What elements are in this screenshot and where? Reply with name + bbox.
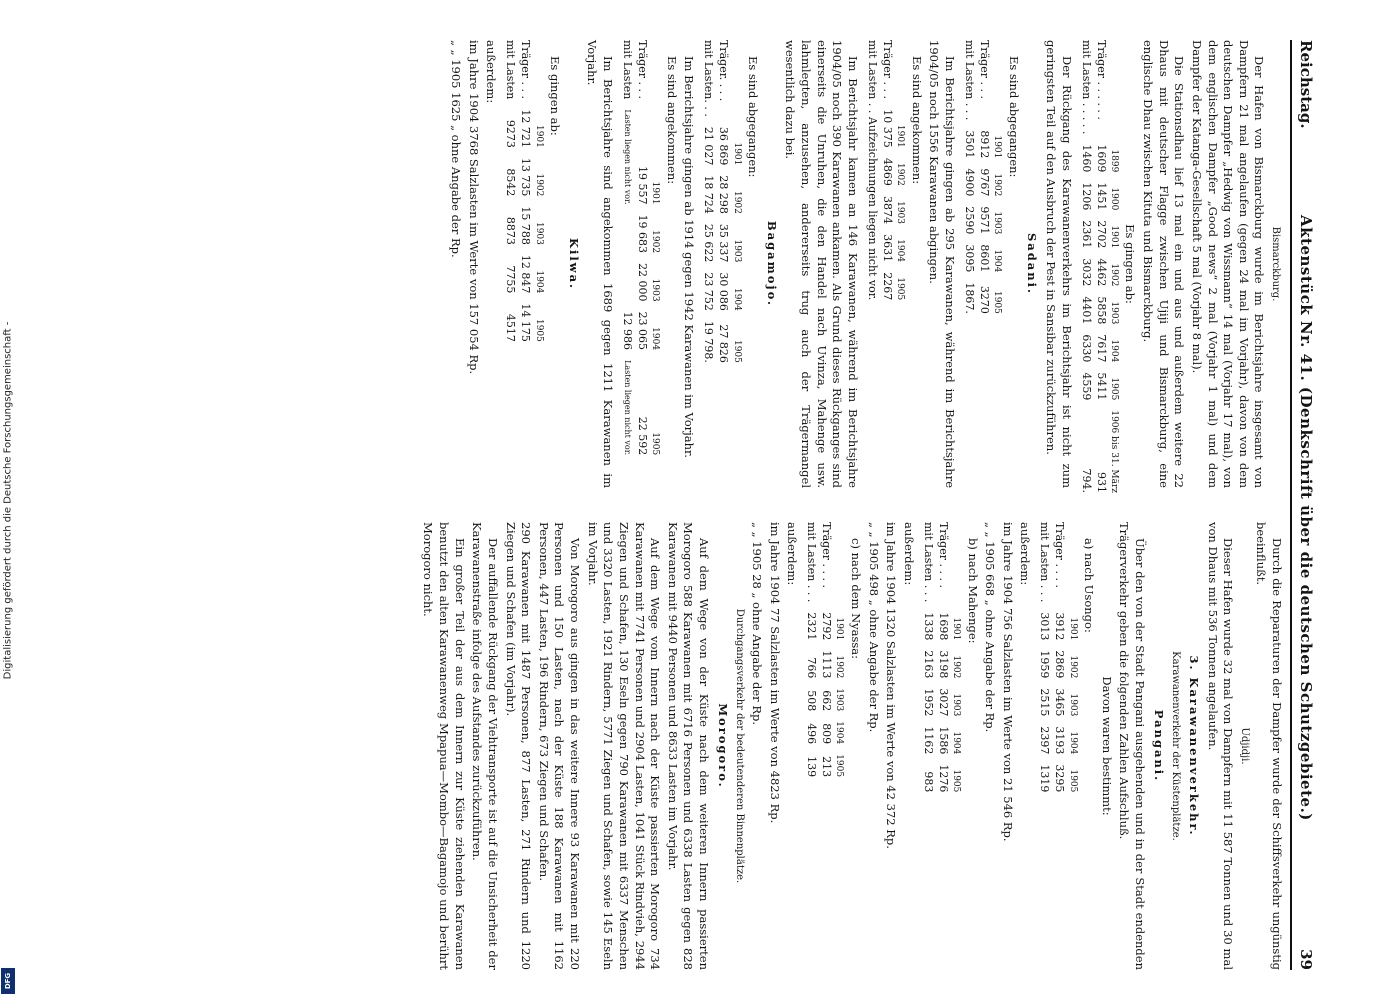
- paragraph: Der Hafen von Bismarckburg wurde im Berichtsjahre insgesamt von Dampfern 21 mal angelaufen (gegen 24 mal im Vorjahr), davon von dem deutschen Dampfer „Hedwig von Wissmann“ 14 mal (Vorjahr 17 mal), von dem englischen Dampfer „Good news“ 2 mal (Vorjahr 1 mal) und dem Dampfer der Katanga-Gesellschaft 5 mal (Vorjahr 8 mal).: [1189, 40, 1267, 488]
- year-header: 1902: [533, 173, 544, 197]
- data-table: [1036, 522, 1078, 797]
- table-caption: Es sind abgegangen:: [1006, 56, 1021, 178]
- table-cell: 794.: [1079, 468, 1093, 494]
- text-line: außerdem:: [785, 522, 800, 586]
- page-number: 39: [1297, 949, 1315, 970]
- table-header-row: [1108, 40, 1120, 498]
- table-cell: 3501: [962, 130, 976, 159]
- morogoro-heading: Morogoro.: [715, 703, 730, 789]
- row-label: mit Lasten. . .: [702, 40, 716, 117]
- table-cell: 4900: [962, 168, 976, 197]
- udjidji-heading: Udjidji.: [1238, 727, 1250, 765]
- year-header: 1905: [1108, 377, 1119, 401]
- section-heading: 3. Karawanenverkehr.: [1186, 655, 1201, 837]
- table-cell: 36 869: [717, 126, 731, 166]
- running-head-title: Aktenstück Nr. 41. (Denkschrift über die deutschen Schutzgebiete.): [1297, 215, 1315, 821]
- table-row: [920, 522, 935, 797]
- year-header: 1899: [1108, 149, 1119, 173]
- table-cell: 18 724: [702, 175, 716, 214]
- table-cell: 3027: [936, 688, 950, 717]
- row-label: Träger . . . .: [936, 522, 950, 588]
- kilwa-heading: Kilwa.: [566, 237, 581, 291]
- table-cell: 23 065: [635, 311, 649, 351]
- row-label: mit Lasten: [621, 40, 635, 100]
- table-cell: 3295: [1053, 764, 1067, 793]
- table-cell: 3912: [1053, 612, 1067, 641]
- table-cell: 5858: [1094, 296, 1108, 325]
- year-header: 1904: [834, 721, 845, 745]
- row-label: Träger . . . .: [1053, 522, 1067, 588]
- table-cell: 5411: [1094, 372, 1108, 401]
- table-cell: 766: [805, 657, 819, 679]
- table-row: [1036, 522, 1051, 797]
- right-column: [418, 522, 1284, 970]
- header-blank-cell: [730, 40, 742, 122]
- table-cell: 35 337: [717, 223, 731, 263]
- table-cell: 3874: [880, 196, 894, 224]
- table-row: [1093, 40, 1108, 498]
- text-line: im Jahre 1904 77 Salzlasten im Werte von 4823 Rp.: [767, 522, 782, 824]
- text-line: außerdem:: [484, 40, 499, 104]
- table-row: [1078, 40, 1093, 498]
- table-header-row: [833, 522, 845, 782]
- data-table: [619, 40, 661, 460]
- table-cell: 3631: [880, 234, 894, 263]
- year-header: 1903: [895, 201, 906, 224]
- year-header: 1905: [731, 339, 742, 363]
- row-label: Träger . . .: [635, 40, 649, 99]
- header-blank-cell: [649, 40, 661, 104]
- year-header: 1901: [834, 617, 845, 641]
- table-header-row: [1066, 522, 1078, 797]
- year-header: 1901: [650, 181, 661, 205]
- table-cell: 21 027: [702, 126, 716, 166]
- table-cell: 1952: [921, 688, 935, 717]
- year-header: 1902: [834, 655, 845, 679]
- text-line: „ „ 1905 28 „ ohne Angabe der Rp.: [749, 522, 764, 725]
- table-row: [517, 40, 532, 347]
- table-cell: 22 592: [635, 416, 649, 456]
- table-cell: 7617: [1094, 334, 1108, 363]
- data-table: [803, 522, 845, 782]
- table-caption: Es sind angekommen:: [664, 56, 679, 185]
- year-header: 1902: [992, 173, 1003, 197]
- text-line: Davon waren bestimmt:: [1099, 676, 1114, 816]
- digitization-note: Digitalisierung gefördert durch die Deutsche Forschungsgemeinschaft -: [2, 321, 14, 679]
- table-cell: 9571: [977, 206, 991, 235]
- table-cell: 22 000: [635, 263, 649, 302]
- table-cell: 3270: [977, 285, 991, 314]
- table-cell: 2792: [820, 612, 834, 641]
- paragraph: Die Stationsdhau lief 13 mal ein und aus und außerdem weitere 22 Dhaus mit deutscher Flagge zwischen Ujiji und Bismarckburg, eine englische Dhau zwischen Kituta und Bismarckburg.: [1141, 40, 1187, 488]
- year-header: 1905: [533, 318, 544, 342]
- table-cell: 3465: [1053, 688, 1067, 717]
- table-cell: 508: [805, 690, 819, 712]
- row-label: Träger . . . .: [820, 522, 834, 588]
- bagamojo-heading: Bagamojo.: [764, 220, 779, 308]
- text-line: im Jahre 1904 3768 Salzlasten im Werte von 157 054 Rp.: [466, 40, 481, 375]
- paragraph: 290 Karawanen mit 1487 Personen, 877 Lasten, 271 Rindern und 1220 Ziegen und Schafen (im Vorjahr).: [503, 522, 534, 970]
- table-cell: 1113: [820, 650, 834, 679]
- year-header: 1903: [950, 693, 961, 717]
- row-label: Träger . . . . . .: [1094, 40, 1108, 120]
- table-caption: a) nach Usongo:: [1082, 538, 1097, 633]
- row-label: mit Lasten . . Aufzeichnungen liegen nicht vor.: [865, 40, 879, 301]
- table-cell: 1609: [1094, 144, 1108, 173]
- paragraph: Im Berichtsjahre gingen ab 1914 gegen 1942 Karawanen im Vorjahr.: [682, 56, 697, 458]
- running-head: [1290, 40, 1320, 970]
- left-column: [446, 40, 1284, 494]
- table-cell: Lasten liegen nicht vor.: [622, 109, 632, 205]
- table-cell: 12 721: [519, 109, 533, 148]
- table-cell: 1698: [936, 612, 950, 641]
- table-row: [879, 40, 894, 305]
- year-header: 1904: [1108, 339, 1119, 363]
- table-cell: [619, 210, 634, 259]
- table-cell: 3198: [936, 650, 950, 679]
- table-caption: Es gingen ab:: [1123, 224, 1138, 304]
- table-cell: 809: [820, 723, 834, 745]
- table-cell: 25 622: [702, 223, 716, 263]
- year-header: 1902: [1067, 655, 1078, 679]
- table-cell: 213: [820, 756, 834, 778]
- table-row: [935, 522, 950, 797]
- table-header-row: [950, 522, 962, 797]
- paragraph: Ein großer Teil der aus dem Innern zur Küste ziehenden Karawanen benutzt den alten Karawanenweg Mpapua—Mombo—Bagamojo und berührt Morogoro nicht.: [421, 522, 467, 970]
- table-cell: 139: [805, 756, 819, 778]
- table-caption: Es sind abgegangen:: [746, 56, 761, 178]
- year-header: 1906 bis 31. März: [1108, 410, 1119, 494]
- text-line: außerdem:: [1018, 522, 1033, 586]
- paragraph: Der Rückgang des Karawanenverkehrs im Berichtsjahr ist nicht zum geringsten Teil auf den Ausbruch der Pest in Sansibar zurückzuführen.: [1044, 40, 1074, 488]
- table-row: [961, 40, 976, 319]
- table-cell: 3032: [1079, 258, 1093, 287]
- paragraph: Auf dem Wege von der Küste nach dem weiteren Innern passierten Morogoro 588 Karawanen mit 6716 Personen und 6338 Lasten gegen 828 Karawanen mit 9440 Personen und 8633 Lasten im Vorjahr.: [665, 522, 712, 970]
- table-cell: 14 175: [519, 303, 533, 342]
- transit-subheading: Durchgangsverkehr der bedeutenderen Binnenplätze.: [734, 608, 746, 884]
- table-row: [864, 40, 879, 305]
- header-blank-cell: [532, 40, 544, 104]
- year-header: 1902: [1108, 263, 1119, 287]
- table-cell: [619, 258, 634, 307]
- table-cell: 8542: [504, 168, 518, 197]
- year-header: 1903: [834, 688, 845, 712]
- year-header: 1904: [992, 249, 1003, 273]
- table-row: [803, 522, 818, 782]
- table-cell: 2361: [1079, 220, 1093, 249]
- paragraph: Auf dem Wege vom Innern nach der Küste passierten Morogoro 734 Karawanen mit 7741 Personen und 2904 Lasten, 1041 Stück Rindvieh, 2944 Ziegen und Schafen, 130 Eseln gegen 790 Karawanen mit 6337 Menschen und 3320 Lasten, 1921 Rindern, 5771 Ziegen und Schafen, sowie 145 Eseln im Vorjahr.: [585, 522, 663, 970]
- row-label: Träger . . .: [519, 40, 533, 99]
- table-cell: 19 557: [635, 166, 649, 205]
- header-blank-cell: [833, 522, 845, 607]
- data-table: [502, 40, 544, 347]
- table-row: [1051, 522, 1066, 797]
- table-cell: 1959: [1038, 650, 1052, 679]
- year-header: 1903: [1067, 693, 1078, 717]
- row-label: mit Lasten: [504, 40, 518, 100]
- table-cell: 19 798.: [702, 320, 716, 363]
- paragraph: Dieser Hafen wurde 32 mal von Dampfern mit 11 587 Tonnen und 30 mal von Dhaus mit 536 Tonnen angelaufen.: [1205, 522, 1236, 970]
- table-row: [976, 40, 991, 319]
- year-header: 1903: [992, 211, 1003, 235]
- header-blank-cell: [950, 522, 962, 607]
- section-subheading: Karawanenverkehr der Küstenplätze.: [1170, 651, 1182, 841]
- table-cell: 2163: [921, 650, 935, 679]
- table-cell: 15 788: [519, 206, 533, 245]
- year-header: 1901: [950, 617, 961, 641]
- table-cell: 2321: [805, 612, 819, 641]
- table-header-row: [894, 40, 906, 305]
- sadani-heading: Sadani.: [1025, 233, 1040, 295]
- row-label: mit Lasten . . .: [962, 40, 976, 121]
- year-header: 1901: [992, 135, 1003, 159]
- table-cell: 2702: [1094, 220, 1108, 249]
- table-cell: 9273: [504, 119, 518, 148]
- table-cell: 1460: [1079, 144, 1093, 173]
- row-label: Träger. . . .: [717, 40, 731, 102]
- text-line: im Jahre 1904 756 Salzlasten im Werte von 21 546 Rp.: [1000, 522, 1015, 842]
- row-label: mit Lasten . . .: [805, 522, 819, 603]
- table-cell: 1206: [1079, 182, 1093, 211]
- table-cell: 27 826: [717, 324, 731, 363]
- year-header: 1904: [1067, 731, 1078, 755]
- table-cell: 4869: [880, 157, 894, 186]
- running-head-left: Reichstag.: [1297, 40, 1315, 129]
- table-caption: b) nach Mahenge:: [965, 538, 980, 644]
- table-cell: 496: [805, 723, 819, 745]
- table-row: [818, 522, 833, 782]
- table-cell: 28 298: [717, 175, 731, 214]
- year-header: 1904: [895, 239, 906, 263]
- year-header: 1902: [731, 190, 742, 214]
- row-label: mit Lasten . . . . .: [1079, 40, 1093, 135]
- table-cell: 4517: [504, 313, 518, 342]
- table-header-row: [532, 40, 544, 347]
- data-table: [961, 40, 1003, 319]
- year-header: 1902: [895, 162, 906, 186]
- table-cell: 8873: [504, 216, 518, 245]
- year-header: 1903: [533, 221, 544, 245]
- table-row: [619, 40, 634, 460]
- year-header: 1900: [1108, 187, 1119, 211]
- paragraph: Im Berichtsjahr kamen an 146 Karawanen, während im Berichtsjahre 1904/05 noch 390 Karawanen ankamen. Als Grund dieses Rückganges sind einerseits die Unruhen, die den Handel nach Uvinza, Mahenge usw. lahmlegten, anzusehen, andererseits trug auch der Trägermangel wesentlich dazu bei.: [783, 40, 860, 488]
- dfg-logo: DFG: [1, 968, 15, 994]
- row-label: Träger . . .: [977, 40, 991, 99]
- table-cell: 1586: [936, 726, 950, 755]
- table-cell: 1867.: [962, 282, 976, 314]
- table-cell: 12 847: [519, 254, 533, 294]
- table-cell: 2869: [1053, 650, 1067, 679]
- header-blank-cell: [991, 40, 1003, 125]
- paragraph: Über den von der Stadt Pangani ausgehenden und in der Stadt endenden Trägerverkehr geben die folgenden Zahlen Aufschluß.: [1117, 522, 1148, 970]
- pangani-heading: Pangani.: [1151, 709, 1166, 783]
- data-table: [864, 40, 906, 305]
- year-header: 1901: [731, 142, 742, 166]
- table-cell: 8912: [977, 130, 991, 159]
- table-caption: Es gingen ab:: [548, 56, 563, 136]
- table-caption: c) nach dem Nyassa:: [848, 538, 863, 660]
- header-blank-cell: [1066, 522, 1078, 607]
- table-cell: 2267: [880, 272, 894, 301]
- table-cell: 2590: [962, 206, 976, 235]
- year-header: 1903: [731, 239, 742, 263]
- table-cell: 1162: [921, 726, 935, 755]
- table-caption: Es sind angekommen:: [909, 56, 924, 185]
- year-header: 1905: [1067, 769, 1078, 793]
- table-cell: 12 986: [621, 311, 635, 351]
- table-cell: 2515: [1038, 688, 1052, 717]
- table-cell: 4401: [1079, 296, 1093, 325]
- table-cell: 8601: [977, 244, 991, 273]
- paragraph: Im Berichtsjahre sind angekommen 1689 gegen 1211 Karawanen im Vorjahr.: [585, 40, 616, 488]
- year-header: 1904: [731, 287, 742, 311]
- table-cell: 1319: [1038, 764, 1052, 793]
- table-cell: 9767: [977, 168, 991, 197]
- table-cell: 983: [921, 771, 935, 793]
- table-cell: 2397: [1038, 726, 1052, 755]
- table-cell: 6330: [1079, 334, 1093, 363]
- table-cell: 1338: [921, 612, 935, 641]
- table-row: [715, 40, 730, 368]
- table-cell: 13 735: [519, 157, 533, 197]
- table-cell: 662: [820, 690, 834, 712]
- year-header: 1903: [1108, 301, 1119, 325]
- paragraph: Im Berichtsjahre gingen ab 295 Karawanen, während im Berichtsjahre 1904/05 noch 1556 Karawanen abgingen.: [927, 40, 957, 488]
- table-cell: 3193: [1053, 726, 1067, 755]
- text-line: „ „ 1905 498 „ ohne Angabe der Rp.: [866, 522, 881, 733]
- table-header-row: [991, 40, 1003, 319]
- year-header: 1905: [650, 432, 661, 456]
- table-cell: 3095: [962, 244, 976, 273]
- year-header: 1904: [650, 327, 661, 351]
- table-cell: 7755: [504, 265, 518, 294]
- table-header-row: [730, 40, 742, 368]
- year-header: 1905: [834, 754, 845, 778]
- row-label: Träger . . .: [880, 40, 894, 99]
- paragraph: Durch die Reparaturen der Dampfer wurde der Schiffsverkehr ungünstig beeinflußt.: [1254, 522, 1284, 970]
- table-cell: 23 752: [702, 272, 716, 311]
- text-line: im Jahre 1904 1320 Salzlasten im Werte von 42 372 Rp.: [884, 522, 899, 849]
- table-cell: 1451: [1094, 182, 1108, 211]
- table-row: [634, 40, 649, 460]
- table-cell: 1276: [936, 764, 950, 793]
- text-line: „ „ 1905 1625 „ ohne Angabe der Rp.: [449, 40, 464, 258]
- table-cell: 931: [1094, 472, 1108, 494]
- year-header: 1901: [1067, 617, 1078, 641]
- year-header: 1905: [895, 277, 906, 301]
- table-cell: 30 086: [717, 272, 731, 311]
- header-blank-cell: [1108, 40, 1120, 139]
- row-label: mit Lasten . . .: [921, 522, 935, 603]
- bismarckburg-heading: Bismarckburg.: [1270, 226, 1281, 302]
- table-row: [502, 40, 517, 347]
- year-header: 1902: [950, 655, 961, 679]
- header-blank-cell: [894, 40, 906, 104]
- table-row: [700, 40, 715, 368]
- year-header: 1904: [950, 731, 961, 755]
- data-table: [920, 522, 962, 797]
- data-table: [1078, 40, 1120, 498]
- table-cell: 10 375: [880, 109, 894, 148]
- year-header: 1904: [533, 270, 544, 294]
- table-cell: 4559: [1079, 372, 1093, 401]
- year-header: 1905: [950, 769, 961, 793]
- table-header-row: [649, 40, 661, 460]
- row-label: mit Lasten . . .: [1038, 522, 1052, 603]
- data-table: [700, 40, 742, 368]
- year-header: 1901: [533, 124, 544, 148]
- text-line: außerdem:: [901, 522, 916, 586]
- year-header: 1905: [992, 290, 1003, 314]
- year-header: 1901: [1108, 225, 1119, 249]
- table-cell: 19 683: [635, 214, 649, 254]
- table-cell: 4462: [1094, 258, 1108, 287]
- year-header: 1901: [895, 124, 906, 148]
- year-header: 1903: [650, 278, 661, 302]
- table-cell: Lasten liegen nicht vor.: [622, 360, 632, 456]
- year-header: 1902: [650, 230, 661, 254]
- paragraph: Der auffallende Rückgang der Viehtransporte ist auf die Unsicherheit der Karawanenstraße infolge des Aufstandes zurückzuführen.: [470, 522, 500, 970]
- text-line: „ „ 1905 668 „ ohne Angabe der Rp.: [983, 522, 998, 733]
- rotated-page: [80, 40, 1320, 970]
- table-cell: 3013: [1038, 612, 1052, 641]
- paragraph: Von Morogoro aus gingen in das weitere Innere 93 Karawanen mit 220 Personen und 150 Lasten, nach der Küste 188 Karawanen mit 1162 Personen, 447 Lasten, 196 Rindern, 673 Ziegen und Schafen.: [536, 522, 583, 970]
